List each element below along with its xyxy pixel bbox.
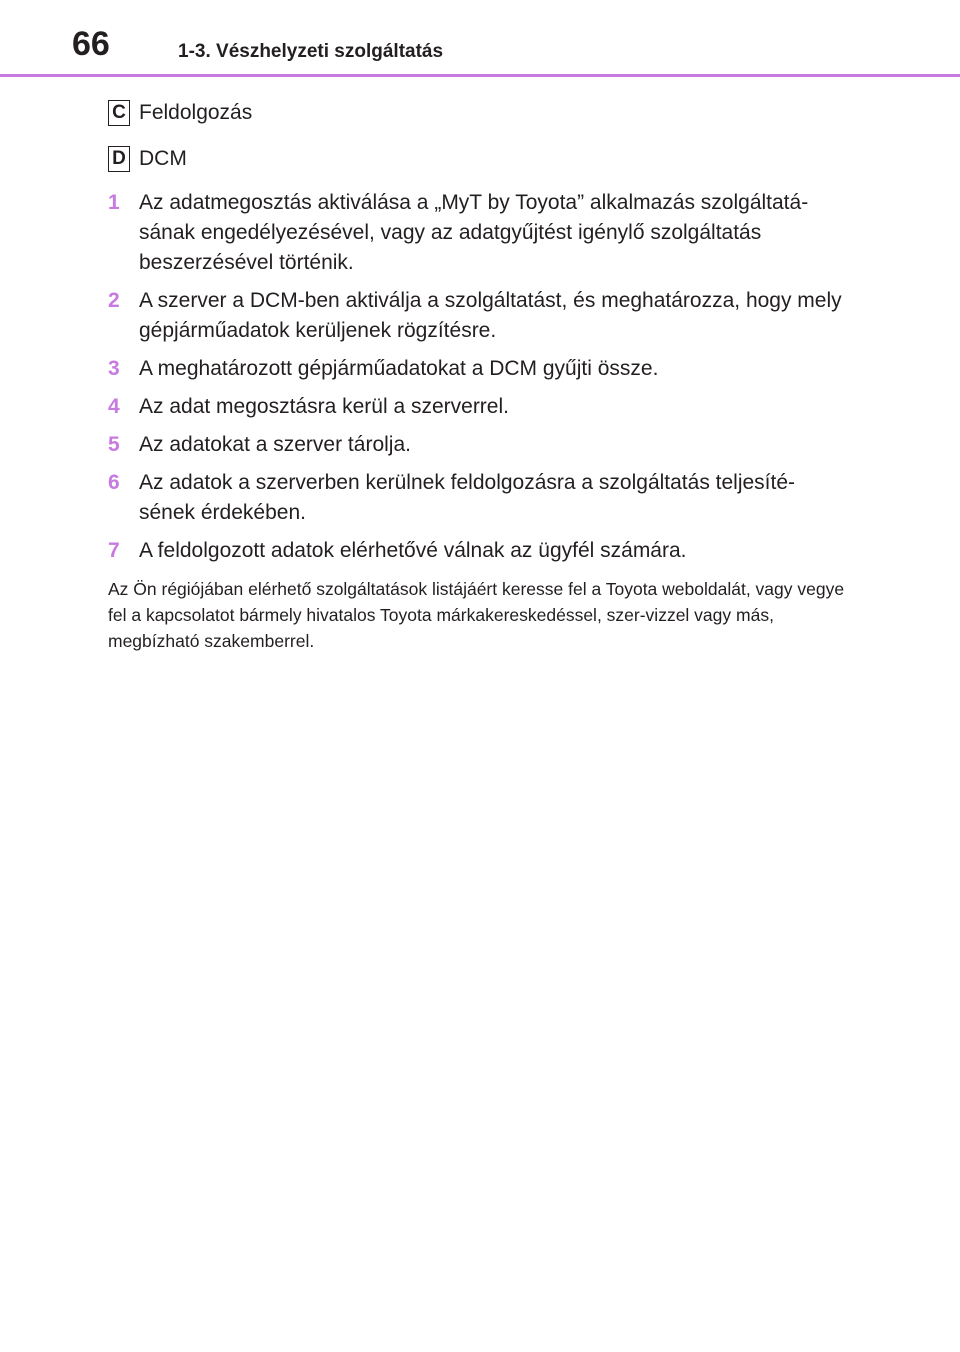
- step-text: Az adat megosztásra kerül a szerverrel.: [139, 395, 509, 418]
- step-list: [108, 188, 848, 566]
- step-item: [108, 354, 848, 384]
- legend-item-c: [108, 96, 848, 130]
- page-number: 66: [72, 25, 110, 63]
- step-text: A szerver a DCM-ben aktiválja a szolgáltatást, és meghatározza, hogy mely gépjárműadatok kerüljenek rögzítésre.: [139, 289, 842, 342]
- step-text: Az adatok a szerverben kerülnek feldolgozásra a szolgáltatás teljesíté-sének érdekében.: [139, 471, 796, 524]
- step-text: Az adatmegosztás aktiválása a „MyT by Toyota” alkalmazás szolgáltatá-sának engedélyezésével, vagy az adatgyűjtést igénylő szolgáltatás beszerzésével történik.: [139, 191, 809, 274]
- step-number: 2: [108, 289, 120, 312]
- step-number: 4: [108, 395, 120, 418]
- legend-key-box: C: [108, 100, 130, 126]
- page-header: [0, 0, 960, 78]
- step-text: A feldolgozott adatok elérhetővé válnak az ügyfél számára.: [139, 539, 687, 562]
- step-number: 6: [108, 471, 120, 494]
- availability-note: Az Ön régiójában elérhető szolgáltatások listájáért keresse fel a Toyota weboldalát, vagy vegye fel a kapcsolatot bármely hivatalos Toyota márkakereskedéssel, szer-vizzel vagy más, megbízható szakemberrel.: [108, 579, 845, 651]
- legend-label: Feldolgozás: [139, 101, 253, 124]
- step-item: [108, 430, 848, 460]
- step-item: [108, 286, 848, 346]
- step-item: [108, 392, 848, 422]
- step-item: [108, 468, 848, 528]
- step-number: 1: [108, 191, 120, 214]
- step-number: 3: [108, 357, 120, 380]
- legend-key-box: D: [108, 146, 130, 172]
- section-title: 1-3. Vészhelyzeti szolgáltatás: [178, 41, 444, 62]
- step-item: [108, 536, 848, 566]
- page-content: [108, 96, 848, 672]
- legend-item-d: [108, 142, 848, 176]
- step-text: A meghatározott gépjárműadatokat a DCM gyűjti össze.: [139, 357, 659, 380]
- header-rule: [0, 74, 960, 77]
- step-number: 7: [108, 539, 120, 562]
- step-text: Az adatokat a szerver tárolja.: [139, 433, 411, 456]
- step-number: 5: [108, 433, 120, 456]
- step-item: [108, 188, 848, 278]
- legend-label: DCM: [139, 147, 187, 170]
